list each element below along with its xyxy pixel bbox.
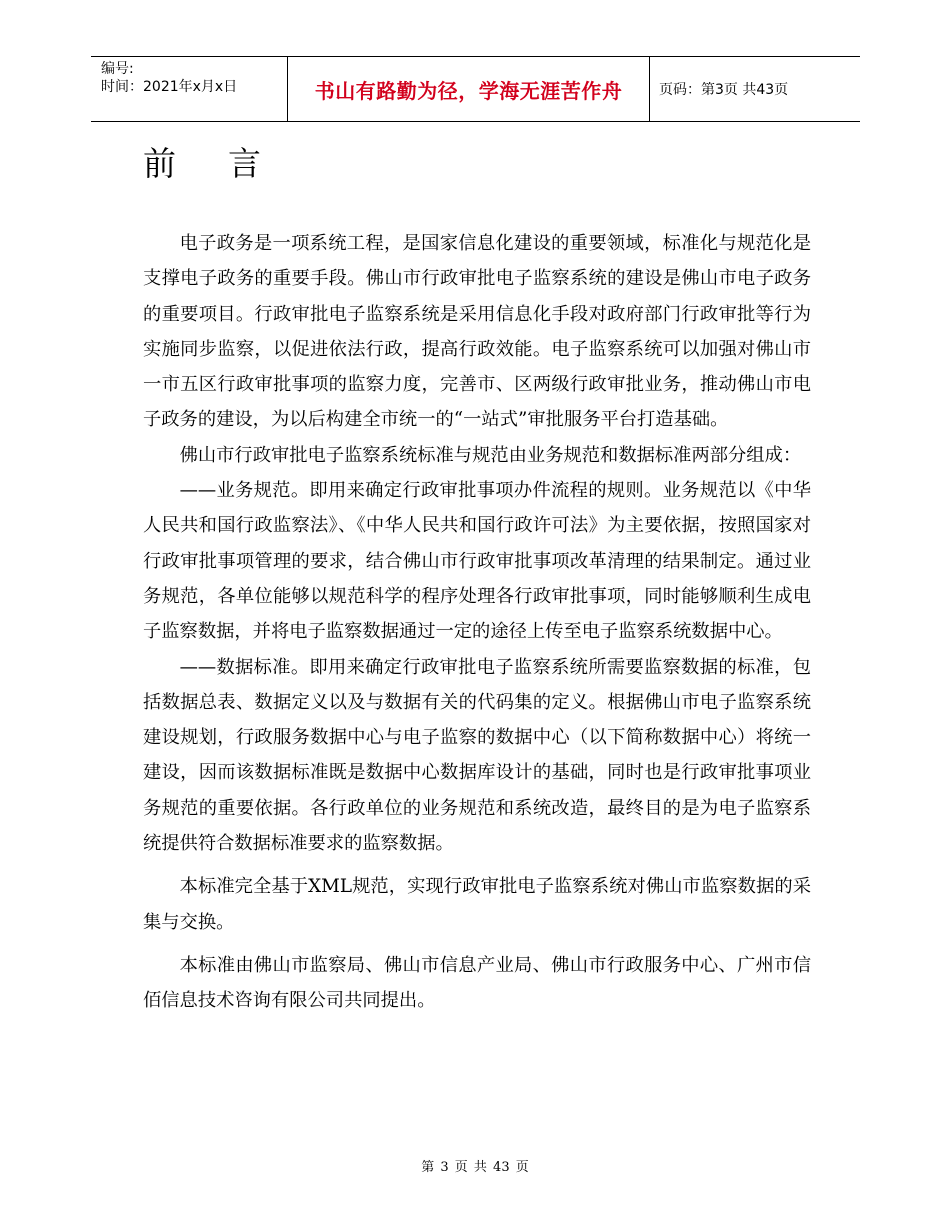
page-footer: 第 3 页 共 43 页 (421, 1160, 529, 1175)
title-part-2: 言 (228, 144, 261, 183)
title-part-1: 前 (143, 144, 176, 183)
paragraph: 本标准完全基于XML规范，实现行政审批电子监察系统对佛山市监察数据的采集与交换。 (143, 876, 811, 933)
paragraph: ——业务规范。即用来确定行政审批事项办件流程的规则。业务规范以《中华人民共和国行政监察法》、《中华人民共和国行政许可法》为主要依据，按照国家对行政审批事项管理的要求，结合佛山市行政审批事项改革清理的结果制定。通过业务规范，各单位能够以规范科学的程序处理各行政审批事项，同时能够顺利生成电子监察数据，并将电子监察数据通过一定的途径上传至电子监察系统数据中心。 (143, 480, 811, 643)
page-header (91, 56, 860, 122)
page-title (143, 138, 261, 185)
body-content (143, 226, 811, 1019)
paragraph: ——数据标准。即用来确定行政审批电子监察系统所需要监察数据的标准，包括数据总表、数据定义以及与数据有关的代码集的定义。根据佛山市电子监察系统建设规划，行政服务数据中心与电子监察的数据中心（以下简称数据中心）将统一建设，因而该数据标准既是数据中心数据库设计的基础，同时也是行政审批事项业务规范的重要依据。各行政单位的业务规范和系统改造，最终目的是为电子监察系统提供符合数据标准要求的监察数据。 (143, 656, 811, 855)
paragraph: 本标准由佛山市监察局、佛山市信息产业局、佛山市行政服务中心、广州市信佰信息技术咨询有限公司共同提出。 (143, 954, 811, 1012)
document-number-label: 编号: (101, 61, 134, 77)
header-motto: 书山有路勤为径，学海无涯苦作舟 (287, 57, 650, 121)
header-page-info: 页码：第3页 共43页 (659, 82, 789, 98)
header-meta (91, 57, 287, 121)
document-time-label: 时间：2021年x月x日 (101, 79, 238, 95)
paragraph: 电子政务是一项系统工程，是国家信息化建设的重要领域，标准化与规范化是支撑电子政务的重要手段。佛山市行政审批电子监察系统的建设是佛山市电子政务的重要项目。行政审批电子监察系统是采用信息化手段对政府部门行政审批等行为实施同步监察，以促进依法行政，提高行政效能。电子监察系统可以加强对佛山市一市五区行政审批事项的监察力度，完善市、区两级行政审批业务，推动佛山市电子政务的建设，为以后构建全市统一的“一站式”审批服务平台打造基础。 (143, 233, 811, 431)
paragraph: 佛山市行政审批电子监察系统标准与规范由业务规范和数据标准两部分组成： (179, 444, 802, 466)
